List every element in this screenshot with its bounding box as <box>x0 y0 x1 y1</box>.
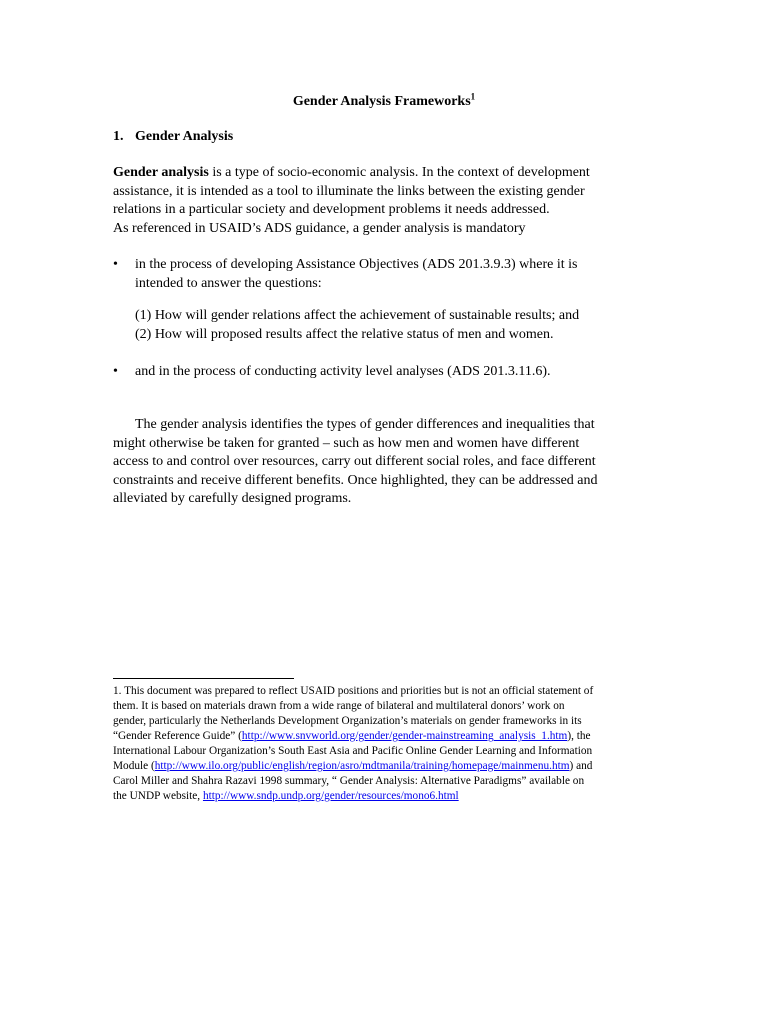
snvworld-link[interactable]: http://www.snvworld.org/gender/gender-mainstreaming_analysis_1.htm <box>241 730 568 742</box>
questions-list <box>135 307 579 344</box>
closing-paragraph <box>113 416 598 509</box>
footnote-line: them. It is based on materials drawn from a wide range of bilateral and multilateral donors’ work on <box>113 700 565 712</box>
intro-line: assistance, it is intended as a tool to illuminate the links between the existing gender <box>113 183 585 199</box>
footnote-text: ), the <box>567 730 591 742</box>
section-number: 1. <box>113 129 124 144</box>
question-item: (1) How will gender relations affect the achievement of sustainable results; and <box>135 308 580 323</box>
title-footnote-marker: 1 <box>470 91 476 102</box>
closing-line: constraints and receive different benefits. Once highlighted, they can be addressed and <box>113 472 598 488</box>
footnote-text: Module ( <box>113 760 155 772</box>
bullet-line: intended to answer the questions: <box>135 275 322 291</box>
footnote-line: International Labour Organization’s South East Asia and Pacific Online Gender Learning and Information <box>113 745 593 757</box>
footnote-line: gender, particularly the Netherlands Development Organization’s materials on gender frameworks in its <box>113 715 582 727</box>
footnote-line: 1. This document was prepared to reflect USAID positions and priorities but is not an official statement of <box>113 685 594 697</box>
closing-line: alleviated by carefully designed programs. <box>113 491 352 506</box>
section-heading <box>113 127 233 147</box>
footnote-text: the UNDP website, <box>113 790 203 802</box>
footnote-text: ) and <box>569 760 593 772</box>
footnote-line <box>113 759 593 774</box>
intro-paragraph <box>113 164 590 238</box>
section-heading-text: Gender Analysis <box>135 129 234 144</box>
closing-line: access to and control over resources, carry out different social roles, and face different <box>113 454 596 469</box>
intro-line1-rest: is a type of socio-economic analysis. In the context of development <box>208 165 590 180</box>
document-title-text: Gender Analysis Frameworks <box>292 94 471 109</box>
footnote-line <box>113 789 593 804</box>
closing-line-text: The gender analysis identifies the types of gender differences and inequalities that <box>135 417 595 432</box>
bullet-text <box>135 363 551 382</box>
bullet-marker: • <box>113 257 118 272</box>
intro-line: relations in a particular society and development problems it needs addressed. <box>113 202 550 217</box>
question-item: (2) How will proposed results affect the relative status of men and women. <box>135 326 554 342</box>
footnote-separator <box>113 678 294 679</box>
footnote-text: “Gender Reference Guide” ( <box>113 730 242 742</box>
bullet-marker: • <box>113 364 118 379</box>
intro-line: As referenced in USAID’s ADS guidance, a gender analysis is mandatory <box>113 220 526 236</box>
undp-link[interactable]: http://www.sndp.undp.org/gender/resources/mono6.html <box>202 790 459 802</box>
bullet-text <box>135 256 577 293</box>
intro-lead-bold: Gender analysis <box>113 165 209 180</box>
footnote-line <box>113 729 593 744</box>
ilo-link[interactable]: http://www.ilo.org/public/english/region/asro/mdtmanila/training/homepage/mainmenu.htm <box>154 760 570 772</box>
intro-line <box>113 164 590 183</box>
closing-line <box>113 416 598 435</box>
bullet-line: and in the process of conducting activity level analyses (ADS 201.3.11.6). <box>135 364 551 379</box>
footnote <box>113 684 593 804</box>
bullet-line: in the process of developing Assistance Objectives (ADS 201.3.9.3) where it is <box>135 257 578 272</box>
document-title <box>0 92 768 112</box>
closing-line: might otherwise be taken for granted – such as how men and women have different <box>113 435 580 451</box>
footnote-line: Carol Miller and Shahra Razavi 1998 summary, “ Gender Analysis: Alternative Paradigms” available on <box>113 775 585 787</box>
